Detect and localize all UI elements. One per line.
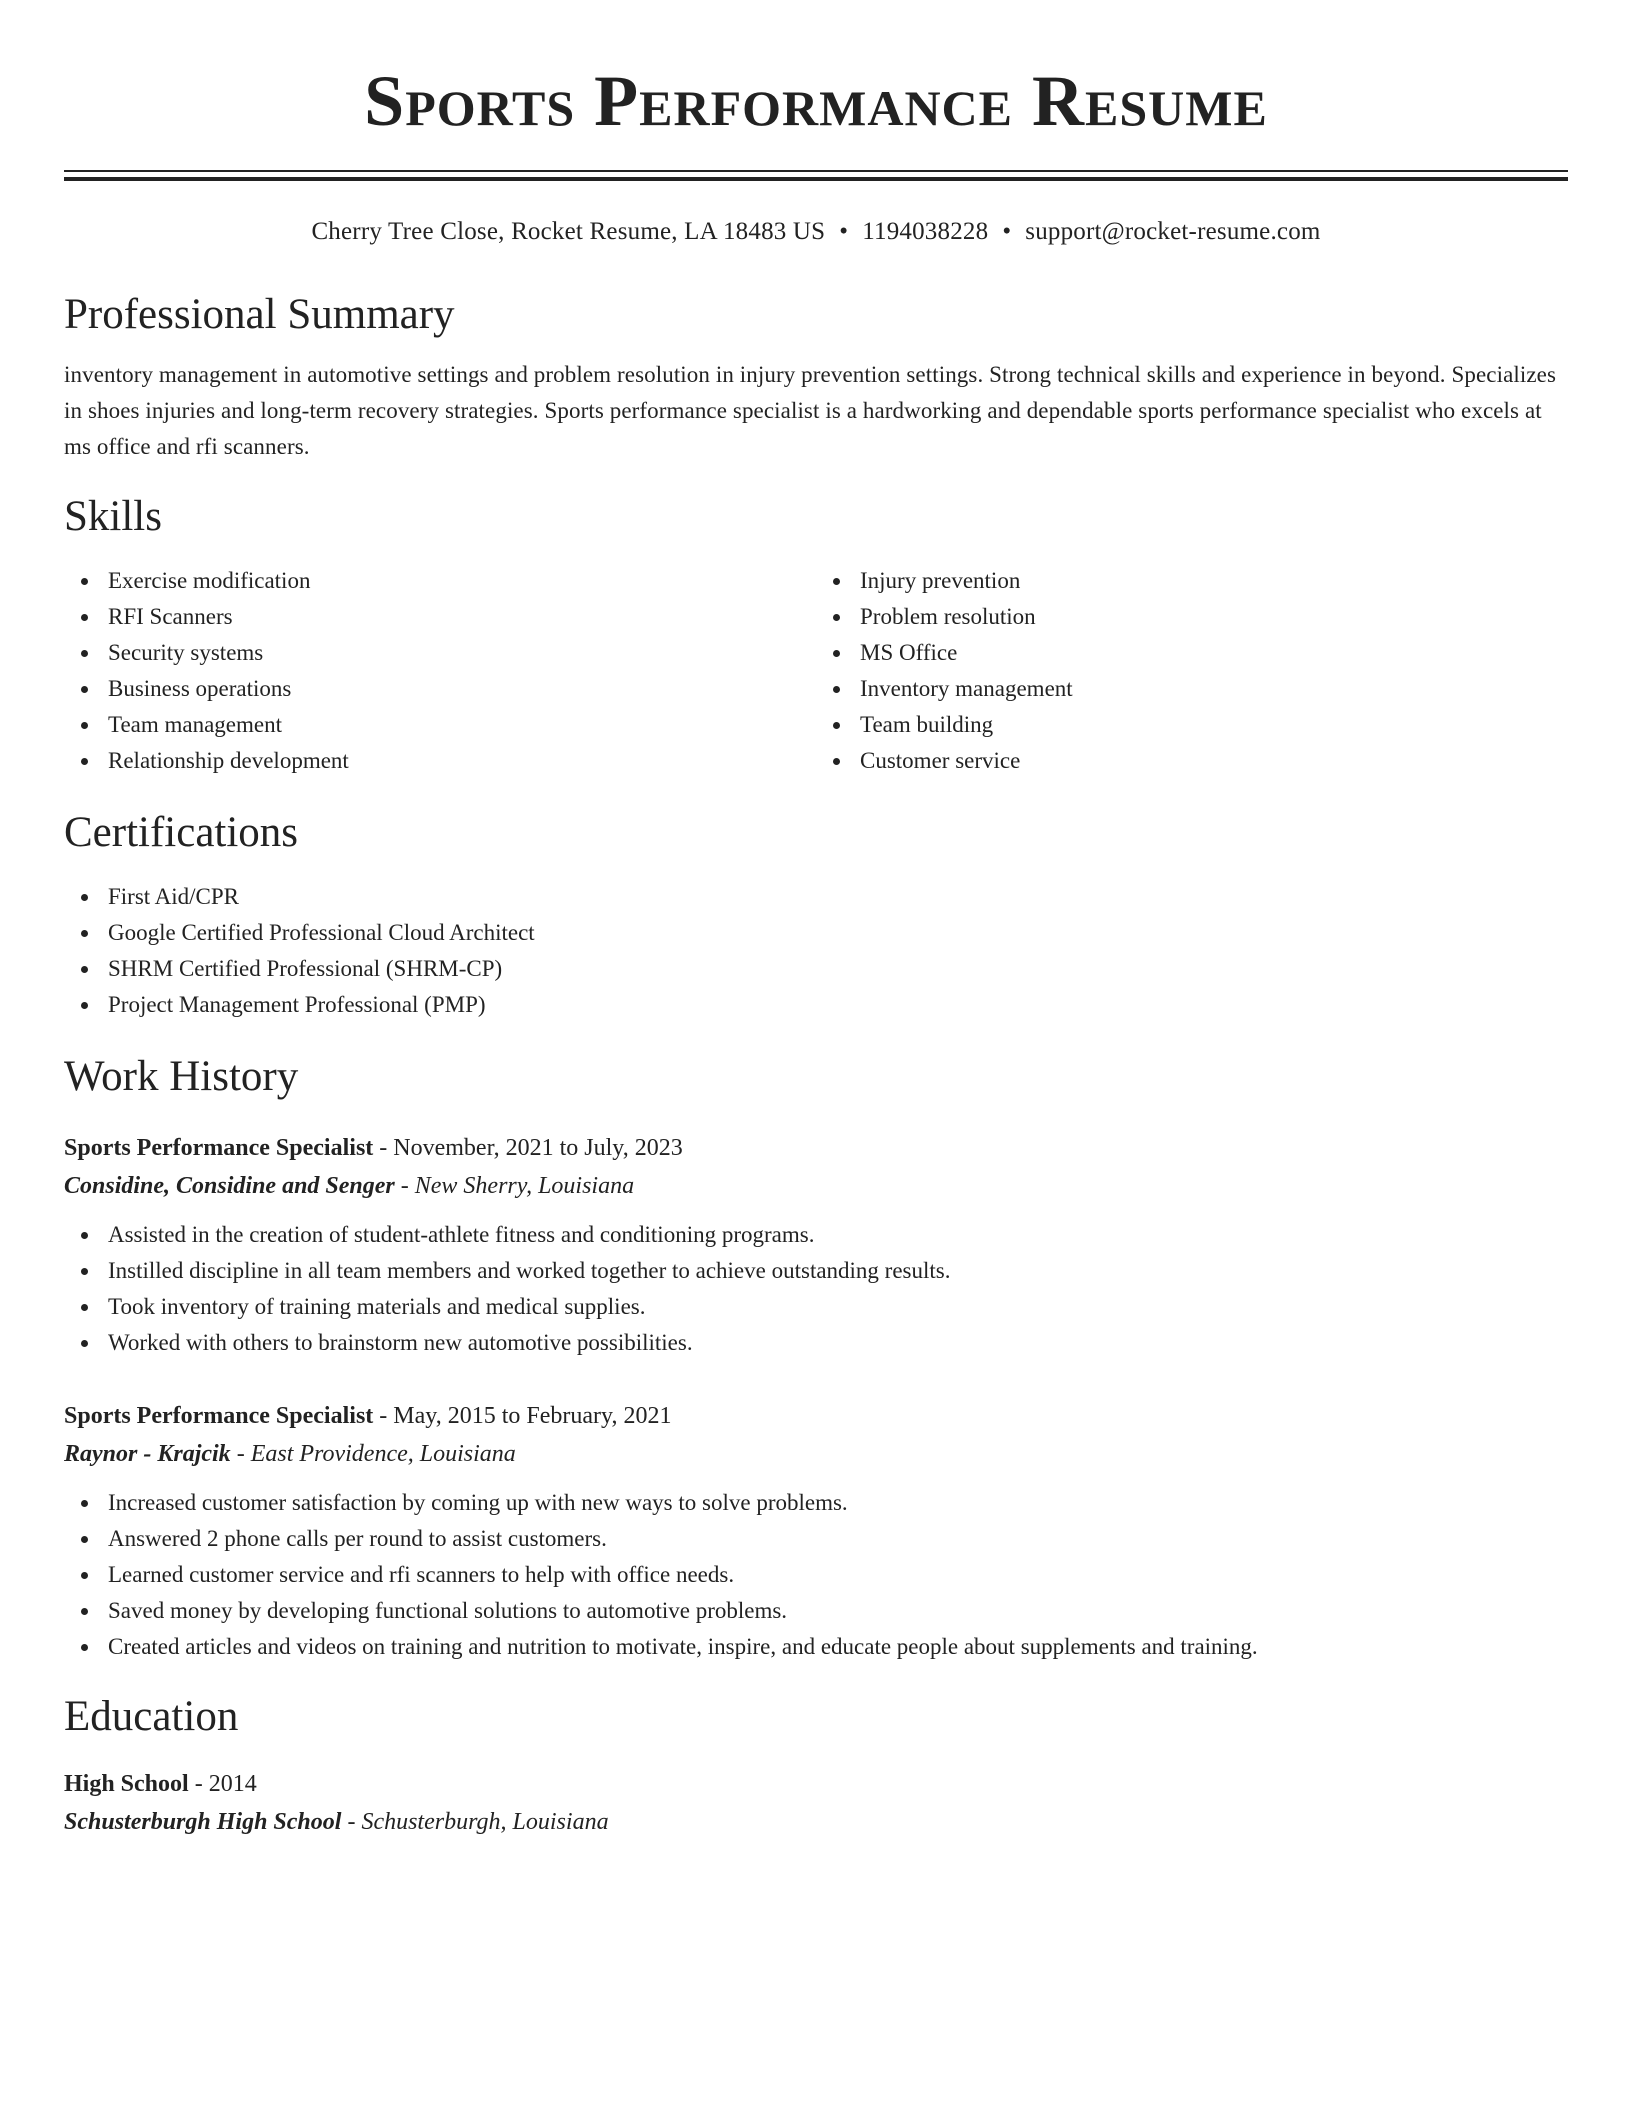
- contact-address: Cherry Tree Close, Rocket Resume, LA 18483 US: [311, 218, 826, 245]
- skill-item: Injury prevention: [860, 563, 1568, 599]
- dash: -: [194, 1771, 203, 1797]
- certifications-heading: Certifications: [64, 809, 299, 856]
- education-degree-line: [64, 1765, 1568, 1803]
- job-bullet: Instilled discipline in all team members and worked together to achieve outstanding results.: [108, 1253, 1568, 1289]
- job-bullet: Learned customer service and rfi scanners to help with office needs.: [108, 1557, 1568, 1593]
- certification-item: SHRM Certified Professional (SHRM-CP): [108, 951, 1568, 987]
- contact-email[interactable]: support@rocket-resume.com: [1025, 218, 1321, 245]
- education-degree: High School: [64, 1771, 189, 1797]
- job-location: East Providence, Louisiana: [250, 1441, 516, 1467]
- certifications-list: [64, 879, 1568, 1023]
- title-double-rule: [64, 170, 1568, 181]
- contact-phone: 1194038228: [862, 218, 989, 245]
- dash: -: [236, 1441, 245, 1467]
- job-bullets: [64, 1485, 1568, 1665]
- dash: -: [400, 1173, 409, 1199]
- job-company-line: [64, 1167, 1568, 1205]
- education-location: Schusterburgh, Louisiana: [361, 1809, 609, 1835]
- job-bullet: Created articles and videos on training and nutrition to motivate, inspire, and educate people about supplements and training.: [108, 1629, 1568, 1665]
- education-heading: Education: [64, 1693, 239, 1740]
- job-title-line: [64, 1129, 1568, 1167]
- skill-item: Team management: [108, 707, 816, 743]
- contact-separator: •: [1002, 218, 1012, 245]
- skill-item: Business operations: [108, 671, 816, 707]
- skill-item: Relationship development: [108, 743, 816, 779]
- summary-heading: Professional Summary: [64, 291, 455, 338]
- skill-item: Exercise modification: [108, 563, 816, 599]
- dash: -: [379, 1135, 388, 1161]
- job-dates: May, 2015 to February, 2021: [393, 1403, 672, 1429]
- skills-list-left: [64, 563, 816, 779]
- education-year: 2014: [208, 1771, 257, 1797]
- job-bullet: Assisted in the creation of student-athlete fitness and conditioning programs.: [108, 1217, 1568, 1253]
- summary-text: inventory management in automotive settings and problem resolution in injury prevention settings. Strong technical skills and experience in beyond. Specializes in shoes injuries and long-term recovery strategies. Sports performance specialist is a hardworking and dependable sports performance specialist who excels at ms office and rfi scanners.: [64, 362, 1557, 459]
- job-location: New Sherry, Louisiana: [414, 1173, 635, 1199]
- dash: -: [379, 1403, 388, 1429]
- job-bullet: Took inventory of training materials and medical supplies.: [108, 1289, 1568, 1325]
- job-title: Sports Performance Specialist: [64, 1135, 374, 1161]
- job-dates: November, 2021 to July, 2023: [393, 1135, 683, 1161]
- certification-item: Google Certified Professional Cloud Architect: [108, 915, 1568, 951]
- certification-item: Project Management Professional (PMP): [108, 987, 1568, 1023]
- skills-heading: Skills: [64, 493, 162, 540]
- skill-item: Inventory management: [860, 671, 1568, 707]
- education-school-line: [64, 1803, 1568, 1841]
- job-company: Considine, Considine and Senger: [64, 1173, 395, 1199]
- job-title-line: [64, 1397, 1568, 1435]
- skill-item: RFI Scanners: [108, 599, 816, 635]
- education-school: Schusterburgh High School: [64, 1809, 342, 1835]
- job-bullet: Increased customer satisfaction by coming up with new ways to solve problems.: [108, 1485, 1568, 1521]
- work-history-heading: Work History: [64, 1053, 299, 1100]
- job-company: Raynor - Krajcik: [64, 1441, 231, 1467]
- contact-line: [64, 215, 1568, 249]
- skill-item: Security systems: [108, 635, 816, 671]
- job-entry: [64, 1397, 1568, 1665]
- skills-columns: [64, 563, 1568, 779]
- job-bullet: Saved money by developing functional solutions to automotive problems.: [108, 1593, 1568, 1629]
- skill-item: Team building: [860, 707, 1568, 743]
- dash: -: [347, 1809, 356, 1835]
- skills-list-right: [816, 563, 1568, 779]
- job-bullet: Worked with others to brainstorm new automotive possibilities.: [108, 1325, 1568, 1361]
- job-title: Sports Performance Specialist: [64, 1403, 374, 1429]
- resume-title: Sports Performance Resume: [364, 61, 1268, 141]
- certification-item: First Aid/CPR: [108, 879, 1568, 915]
- job-entry: [64, 1129, 1568, 1361]
- contact-separator: •: [839, 218, 849, 245]
- skill-item: MS Office: [860, 635, 1568, 671]
- job-bullets: [64, 1217, 1568, 1361]
- education-entry: [64, 1765, 1568, 1841]
- skill-item: Problem resolution: [860, 599, 1568, 635]
- job-company-line: [64, 1435, 1568, 1473]
- job-bullet: Answered 2 phone calls per round to assist customers.: [108, 1521, 1568, 1557]
- skill-item: Customer service: [860, 743, 1568, 779]
